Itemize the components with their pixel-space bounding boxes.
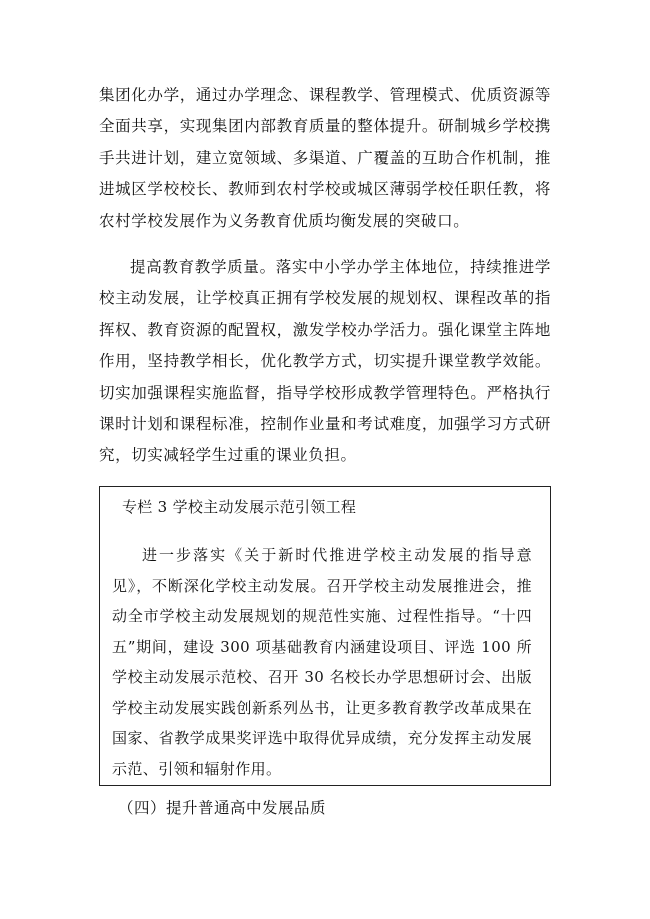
feature-column-body: 进一步落实《关于新时代推进学校主动发展的指导意见》，不断深化学校主动发展。召开学校主动发展推进会，推动全市学校主动发展规划的规范性实施、过程性指导。“十四五”期间，建设 300 项基础教育内涵建设项目、评选 100 所学校主动发展示范校、召开 30 名校长办学思想研讨会、出版学校主动发展实践创新系列丛书，让更多教育教学改革成果在国家、省教学成果奖评选中取得优异成绩，充分发挥主动发展示范、引领和辐射作用。 (112, 546, 532, 778)
body-paragraph-teaching-quality: 提高教育教学质量。落实中小学办学主体地位，持续推进学校主动发展，让学校真正拥有学校发展的规划权、课程改革的指挥权、教育资源的配置权，激发学校办学活力。强化课堂主阵地作用，坚持教学相长，优化教学方式，切实提升课堂教学效能。切实加强课程实施监督，指导学校形成教学管理特色。严格执行课时计划和课程标准，控制作业量和考试难度，加强学习方式研究，切实减轻学生过重的课业负担。 (99, 258, 551, 465)
body-paragraph-collective-schooling: 集团化办学，通过办学理念、课程教学、管理模式、优质资源等全面共享，实现集团内部教育质量的整体提升。研制城乡学校携手共进计划，建立宽领域、多渠道、广覆盖的互助合作机制，推进城区学校校长、教师到农村学校或城区薄弱学校任职任教，将农村学校发展作为义务教育优质均衡发展的突破口。 (99, 86, 551, 230)
feature-column-title: 专栏 3 学校主动发展示范引领工程 (122, 498, 357, 516)
section-heading: （四）提升普通高中发展品质 (118, 799, 327, 817)
feature-column-box (99, 486, 551, 786)
